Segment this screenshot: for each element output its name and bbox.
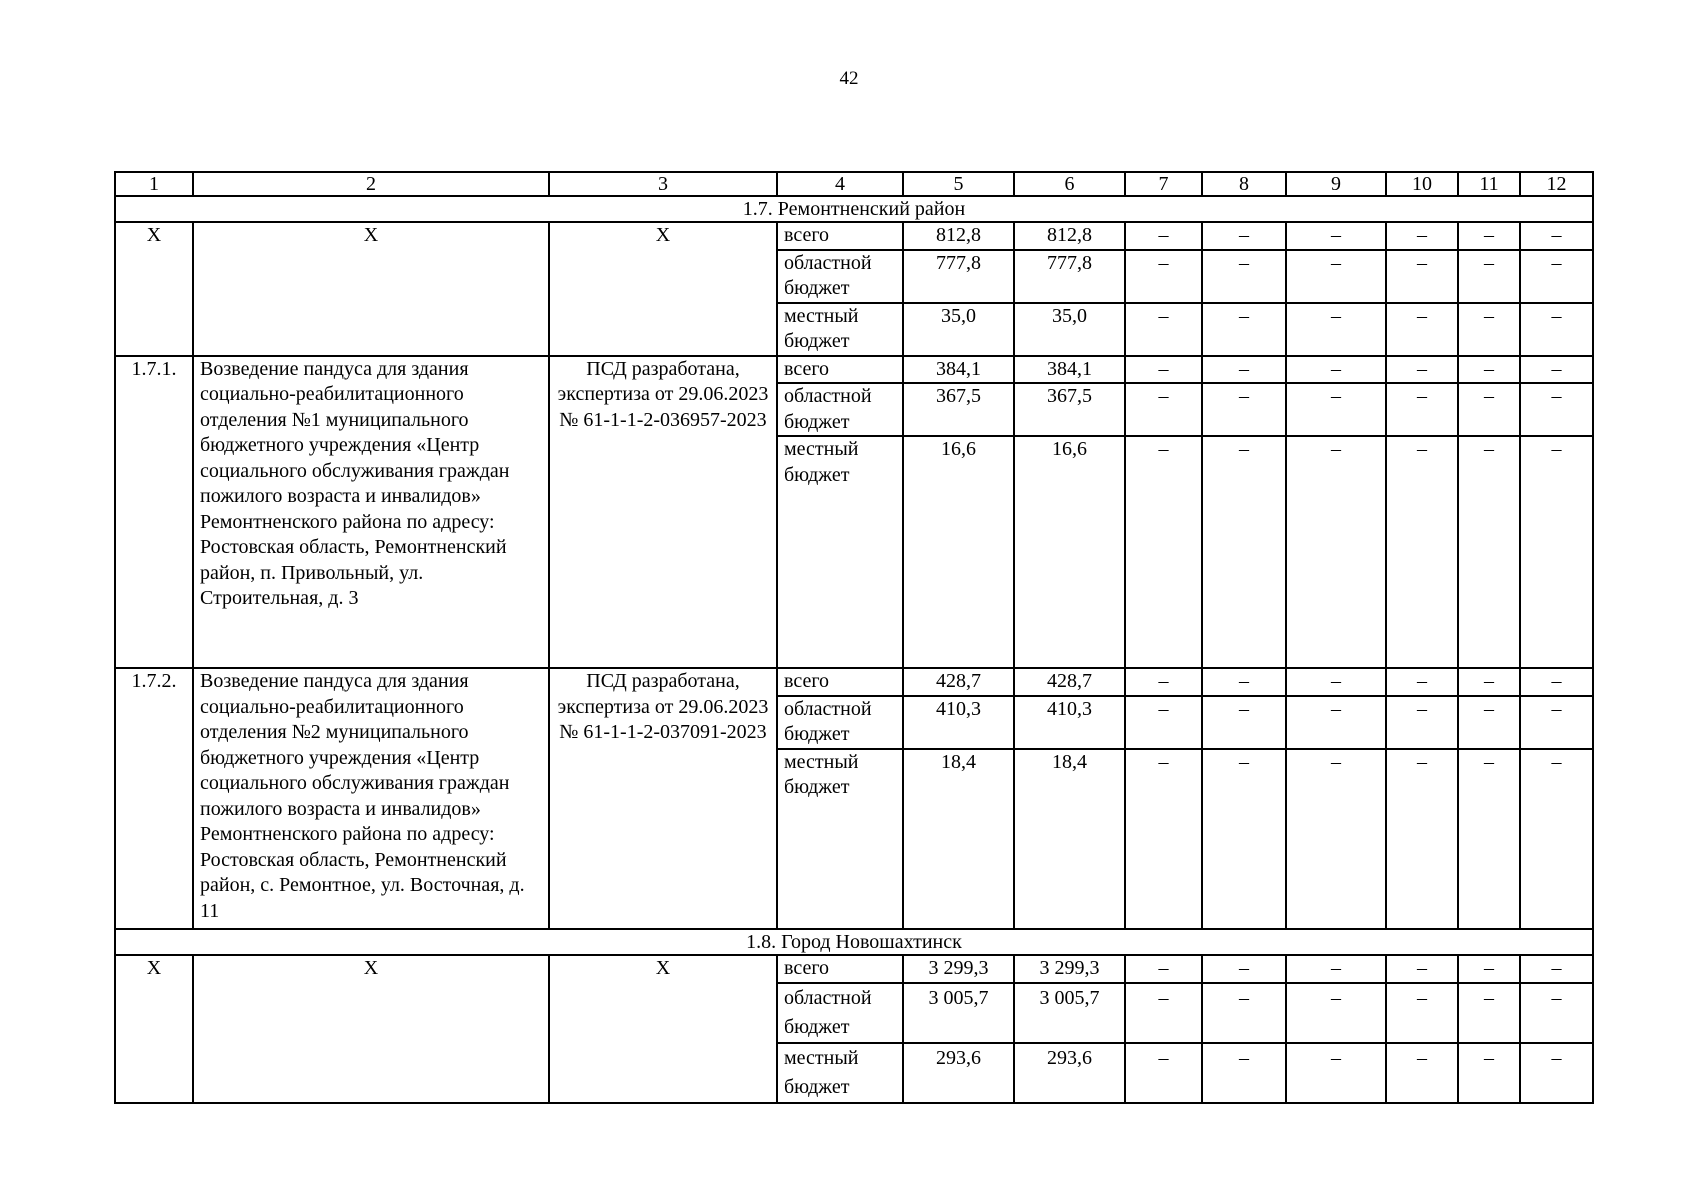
cell-document: Х bbox=[549, 955, 777, 1103]
table-row bbox=[115, 668, 1593, 696]
section-header-row bbox=[115, 196, 1593, 222]
cell-value: 3 005,7 bbox=[1014, 983, 1125, 1043]
cell-funding-source: всего bbox=[777, 222, 903, 250]
cell-value: 18,4 bbox=[903, 749, 1014, 929]
cell-value: 812,8 bbox=[903, 222, 1014, 250]
cell-dash: – bbox=[1386, 696, 1458, 749]
cell-dash: – bbox=[1125, 696, 1202, 749]
cell-dash: – bbox=[1286, 222, 1386, 250]
cell-dash: – bbox=[1286, 1043, 1386, 1103]
cell-dash: – bbox=[1386, 749, 1458, 929]
cell-dash: – bbox=[1286, 356, 1386, 384]
column-header: 3 bbox=[549, 172, 777, 196]
cell-dash: – bbox=[1386, 983, 1458, 1043]
cell-dash: – bbox=[1202, 696, 1286, 749]
section-title: 1.8. Город Новошахтинск bbox=[115, 929, 1593, 955]
cell-dash: – bbox=[1286, 303, 1386, 356]
cell-value: 428,7 bbox=[903, 668, 1014, 696]
cell-dash: – bbox=[1202, 749, 1286, 929]
cell-dash: – bbox=[1286, 983, 1386, 1043]
cell-dash: – bbox=[1520, 436, 1593, 668]
cell-funding-source: местный бюджет bbox=[777, 1043, 903, 1103]
cell-number: Х bbox=[115, 222, 193, 356]
cell-dash: – bbox=[1458, 356, 1520, 384]
cell-funding-source: всего bbox=[777, 955, 903, 983]
cell-dash: – bbox=[1458, 1043, 1520, 1103]
cell-dash: – bbox=[1520, 749, 1593, 929]
cell-dash: – bbox=[1386, 955, 1458, 983]
cell-dash: – bbox=[1458, 436, 1520, 668]
cell-dash: – bbox=[1520, 356, 1593, 384]
column-header: 6 bbox=[1014, 172, 1125, 196]
cell-dash: – bbox=[1458, 668, 1520, 696]
cell-dash: – bbox=[1286, 696, 1386, 749]
cell-value: 428,7 bbox=[1014, 668, 1125, 696]
table-row bbox=[115, 356, 1593, 384]
cell-dash: – bbox=[1520, 955, 1593, 983]
cell-dash: – bbox=[1520, 1043, 1593, 1103]
column-header: 8 bbox=[1202, 172, 1286, 196]
cell-dash: – bbox=[1386, 436, 1458, 668]
cell-dash: – bbox=[1458, 955, 1520, 983]
cell-dash: – bbox=[1520, 696, 1593, 749]
cell-dash: – bbox=[1202, 250, 1286, 303]
cell-dash: – bbox=[1458, 696, 1520, 749]
cell-name: Х bbox=[193, 955, 549, 1103]
cell-dash: – bbox=[1125, 383, 1202, 436]
cell-dash: – bbox=[1458, 303, 1520, 356]
cell-value: 35,0 bbox=[903, 303, 1014, 356]
cell-funding-source: областной бюджет bbox=[777, 383, 903, 436]
cell-dash: – bbox=[1125, 356, 1202, 384]
cell-dash: – bbox=[1125, 250, 1202, 303]
column-header: 10 bbox=[1386, 172, 1458, 196]
cell-value: 293,6 bbox=[1014, 1043, 1125, 1103]
cell-value: 16,6 bbox=[1014, 436, 1125, 668]
column-header: 1 bbox=[115, 172, 193, 196]
cell-dash: – bbox=[1125, 303, 1202, 356]
cell-dash: – bbox=[1286, 668, 1386, 696]
cell-dash: – bbox=[1286, 383, 1386, 436]
cell-dash: – bbox=[1202, 356, 1286, 384]
cell-value: 384,1 bbox=[903, 356, 1014, 384]
cell-dash: – bbox=[1386, 303, 1458, 356]
cell-dash: – bbox=[1386, 383, 1458, 436]
cell-number: 1.7.1. bbox=[115, 356, 193, 669]
cell-value: 410,3 bbox=[903, 696, 1014, 749]
column-header: 11 bbox=[1458, 172, 1520, 196]
cell-value: 18,4 bbox=[1014, 749, 1125, 929]
cell-name: Возведение пандуса для здания социально-реабилитационного отделения №1 муниципального бюджетного учреждения «Центр социального обслуживания граждан пожилого возраста и инвалидов» Ремонтненского района по адресу: Ростовская область, Ремонтненский район, п. Привольный, ул. Строительная, д. 3 bbox=[193, 356, 549, 669]
cell-value: 35,0 bbox=[1014, 303, 1125, 356]
cell-dash: – bbox=[1520, 383, 1593, 436]
cell-document: ПСД разработана, экспертиза от 29.06.2023 № 61-1-1-2-037091-2023 bbox=[549, 668, 777, 929]
cell-funding-source: областной бюджет bbox=[777, 983, 903, 1043]
cell-value: 384,1 bbox=[1014, 356, 1125, 384]
cell-funding-source: всего bbox=[777, 668, 903, 696]
cell-value: 3 299,3 bbox=[1014, 955, 1125, 983]
cell-value: 410,3 bbox=[1014, 696, 1125, 749]
table-row bbox=[115, 955, 1593, 983]
cell-dash: – bbox=[1202, 383, 1286, 436]
cell-dash: – bbox=[1520, 250, 1593, 303]
cell-value: 293,6 bbox=[903, 1043, 1014, 1103]
cell-value: 3 005,7 bbox=[903, 983, 1014, 1043]
cell-value: 777,8 bbox=[903, 250, 1014, 303]
cell-funding-source: областной бюджет bbox=[777, 250, 903, 303]
cell-dash: – bbox=[1286, 250, 1386, 303]
cell-dash: – bbox=[1202, 436, 1286, 668]
cell-funding-source: местный бюджет bbox=[777, 303, 903, 356]
cell-dash: – bbox=[1458, 250, 1520, 303]
cell-number: 1.7.2. bbox=[115, 668, 193, 929]
cell-funding-source: местный бюджет bbox=[777, 749, 903, 929]
section-header-row bbox=[115, 929, 1593, 955]
cell-dash: – bbox=[1458, 983, 1520, 1043]
cell-funding-source: местный бюджет bbox=[777, 436, 903, 668]
section-title: 1.7. Ремонтненский район bbox=[115, 196, 1593, 222]
table-row bbox=[115, 222, 1593, 250]
cell-value: 777,8 bbox=[1014, 250, 1125, 303]
budget-table bbox=[114, 171, 1594, 1104]
cell-dash: – bbox=[1520, 303, 1593, 356]
cell-dash: – bbox=[1520, 983, 1593, 1043]
page-number: 42 bbox=[839, 68, 859, 89]
cell-dash: – bbox=[1386, 1043, 1458, 1103]
column-header: 2 bbox=[193, 172, 549, 196]
cell-dash: – bbox=[1125, 983, 1202, 1043]
column-header: 12 bbox=[1520, 172, 1593, 196]
cell-name: Х bbox=[193, 222, 549, 356]
cell-value: 16,6 bbox=[903, 436, 1014, 668]
cell-dash: – bbox=[1458, 749, 1520, 929]
column-header: 4 bbox=[777, 172, 903, 196]
cell-dash: – bbox=[1520, 668, 1593, 696]
cell-dash: – bbox=[1386, 250, 1458, 303]
cell-dash: – bbox=[1286, 436, 1386, 668]
cell-document: Х bbox=[549, 222, 777, 356]
cell-funding-source: всего bbox=[777, 356, 903, 384]
column-header: 7 bbox=[1125, 172, 1202, 196]
cell-dash: – bbox=[1386, 222, 1458, 250]
cell-dash: – bbox=[1386, 668, 1458, 696]
cell-dash: – bbox=[1202, 955, 1286, 983]
cell-dash: – bbox=[1458, 383, 1520, 436]
cell-dash: – bbox=[1125, 749, 1202, 929]
cell-document: ПСД разработана, экспертиза от 29.06.2023 № 61-1-1-2-036957-2023 bbox=[549, 356, 777, 669]
cell-dash: – bbox=[1520, 222, 1593, 250]
cell-dash: – bbox=[1286, 749, 1386, 929]
cell-dash: – bbox=[1202, 222, 1286, 250]
cell-dash: – bbox=[1458, 222, 1520, 250]
cell-dash: – bbox=[1202, 983, 1286, 1043]
cell-value: 367,5 bbox=[1014, 383, 1125, 436]
column-header: 5 bbox=[903, 172, 1014, 196]
cell-value: 367,5 bbox=[903, 383, 1014, 436]
cell-dash: – bbox=[1202, 668, 1286, 696]
column-numbers-row bbox=[115, 172, 1593, 196]
cell-dash: – bbox=[1125, 668, 1202, 696]
cell-value: 812,8 bbox=[1014, 222, 1125, 250]
cell-dash: – bbox=[1386, 356, 1458, 384]
cell-dash: – bbox=[1202, 1043, 1286, 1103]
cell-dash: – bbox=[1286, 955, 1386, 983]
cell-dash: – bbox=[1125, 1043, 1202, 1103]
cell-dash: – bbox=[1125, 222, 1202, 250]
cell-dash: – bbox=[1125, 436, 1202, 668]
cell-funding-source: областной бюджет bbox=[777, 696, 903, 749]
cell-dash: – bbox=[1202, 303, 1286, 356]
cell-number: Х bbox=[115, 955, 193, 1103]
column-header: 9 bbox=[1286, 172, 1386, 196]
cell-name: Возведение пандуса для здания социально-реабилитационного отделения №2 муниципального бюджетного учреждения «Центр социального обслуживания граждан пожилого возраста и инвалидов» Ремонтненского района по адресу: Ростовская область, Ремонтненский район, с. Ремонтное, ул. Восточная, д. 11 bbox=[193, 668, 549, 929]
cell-value: 3 299,3 bbox=[903, 955, 1014, 983]
cell-dash: – bbox=[1125, 955, 1202, 983]
